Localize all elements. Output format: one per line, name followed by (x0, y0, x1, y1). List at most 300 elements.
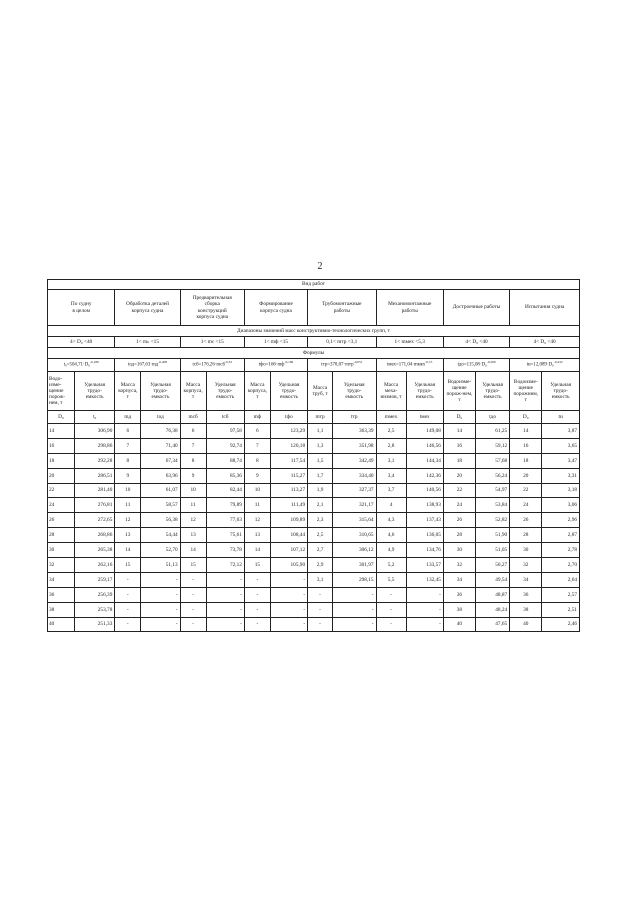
table-row (48, 453, 580, 468)
table-cell: 15 (244, 558, 270, 573)
table-cell: 20 (48, 468, 75, 483)
table-row (48, 483, 580, 498)
table-cell: 363,39 (332, 424, 376, 439)
table-cell: 14 (244, 543, 270, 558)
table-cell: 4,9 (376, 543, 406, 558)
table-cell: 1,9 (308, 483, 333, 498)
column-header: Удельная трудо- емкость (270, 372, 307, 411)
formula-base: t₀=504,71·D₀ (63, 362, 90, 368)
table-cell: 52,70 (141, 543, 180, 558)
table-cell: 136,05 (406, 528, 443, 543)
table-cell: 12 (180, 513, 206, 528)
table-cell: 38 (510, 602, 542, 617)
formula-base: tфо=166·mф (258, 362, 285, 368)
column-symbol: mсб (180, 411, 206, 424)
table-cell: 123,29 (270, 424, 307, 439)
table-cell: - (141, 602, 180, 617)
table-cell: - (332, 587, 376, 602)
table-cell: 32 (510, 558, 542, 573)
formulas-title-row (48, 348, 580, 359)
table-row (48, 468, 580, 483)
table-cell: 2,78 (542, 543, 580, 558)
table-row (48, 572, 580, 587)
table-cell: 6 (244, 424, 270, 439)
table-cell: 77,63 (206, 513, 244, 528)
table-cell: 342,49 (332, 453, 376, 468)
table-cell: 334,40 (332, 468, 376, 483)
ranges-title: Диапазоны значений масс конструктивно-технологических групп, т (48, 326, 580, 337)
table-cell: 61,25 (476, 424, 510, 439)
table-cell: 3,18 (542, 483, 580, 498)
table-cell: 149,08 (406, 424, 443, 439)
table-cell: 115,27 (270, 468, 307, 483)
table-cell: 51,90 (476, 528, 510, 543)
table-row (48, 558, 580, 573)
table-cell: 3,1 (376, 453, 406, 468)
table-cell: 11 (244, 498, 270, 513)
table-cell: 14 (443, 424, 475, 439)
table-cell: 16 (443, 438, 475, 453)
table-cell: 14 (510, 424, 542, 439)
table-cell: 13 (115, 528, 141, 543)
table-cell: 315,64 (332, 513, 376, 528)
table-cell: 58,57 (141, 498, 180, 513)
column-symbol: mд (115, 411, 141, 424)
table-cell: 18 (443, 453, 475, 468)
table-cell: 8 (180, 453, 206, 468)
table-cell: 9 (244, 468, 270, 483)
mass-range: 1< mф <15 (244, 337, 307, 348)
table-cell: 301,97 (332, 558, 376, 573)
table-cell: - (180, 572, 206, 587)
table-cell: 9 (180, 468, 206, 483)
table-cell: - (180, 587, 206, 602)
table-cell: 79,89 (206, 498, 244, 513)
table-cell: 71,40 (141, 438, 180, 453)
table-cell: 6 (115, 424, 141, 439)
table-cell: 4 (376, 498, 406, 513)
column-symbol: mф (244, 411, 270, 424)
table-cell: 56,38 (141, 513, 180, 528)
table-cell: 286,51 (74, 468, 114, 483)
operations-row (48, 290, 580, 326)
formula (376, 359, 443, 372)
table-cell: 32 (443, 558, 475, 573)
table-cell: - (376, 602, 406, 617)
table-cell: - (376, 587, 406, 602)
table-cell: - (270, 587, 307, 602)
table-cell: 1,7 (308, 468, 333, 483)
table-cell: 26 (48, 513, 75, 528)
column-header: Водо- изме- щение порож- нем, т (48, 372, 75, 411)
operation-header: Формирование корпуса судна (244, 290, 307, 326)
table-cell: 306,12 (332, 543, 376, 558)
table-cell: 54,97 (476, 483, 510, 498)
formula (510, 359, 580, 372)
table-cell: 24 (443, 498, 475, 513)
table-cell: - (244, 572, 270, 587)
table-cell: - (406, 617, 443, 632)
table-cell: 20 (510, 468, 542, 483)
mass-range: 1< mₕ <15 (115, 337, 180, 348)
table-cell: - (141, 572, 180, 587)
formula-exponent: -0,269 (486, 359, 496, 364)
table-cell: 2,70 (542, 558, 580, 573)
table-cell: 47,65 (476, 617, 510, 632)
table-cell: 51,05 (476, 543, 510, 558)
table-cell: 40 (510, 617, 542, 632)
table-cell: 3,87 (542, 424, 580, 439)
table-cell: 56,24 (476, 468, 510, 483)
table-cell: 28 (48, 528, 75, 543)
table-cell: - (332, 602, 376, 617)
table-cell: 61,07 (141, 483, 180, 498)
table-cell: 75,61 (206, 528, 244, 543)
table-cell: 2,46 (542, 617, 580, 632)
table-cell: 20 (443, 468, 475, 483)
column-header: Удельная трудо- емкость (141, 372, 180, 411)
column-header: Удельная трудо- емкость (74, 372, 114, 411)
symbol-row (48, 411, 580, 424)
table-cell: 28 (510, 528, 542, 543)
mass-range: 0,1< mтр <3,1 (308, 337, 376, 348)
formula-base: tод=167,63·mд (127, 362, 159, 368)
column-symbol: D₀ (443, 411, 475, 424)
formula-base: tмех=171,04·mмех (387, 362, 426, 368)
table-cell: 10 (180, 483, 206, 498)
table-cell: - (206, 617, 244, 632)
table-row (48, 543, 580, 558)
table-cell: 4,6 (376, 528, 406, 543)
table-cell: 22 (510, 483, 542, 498)
table-cell: 12 (244, 513, 270, 528)
column-header: Масса корпуса, т (244, 372, 270, 411)
table-cell: 52,82 (476, 513, 510, 528)
table-cell: 1,3 (308, 438, 333, 453)
formula-base: tдо=115,08·D₀ (457, 362, 487, 368)
table-cell: 22 (443, 483, 475, 498)
column-symbol: tод (141, 411, 180, 424)
table-cell: 7 (180, 438, 206, 453)
table-cell: 133,57 (406, 558, 443, 573)
table-cell: 50,27 (476, 558, 510, 573)
formula (180, 359, 244, 372)
table-row (48, 602, 580, 617)
table-cell: - (270, 572, 307, 587)
mass-range: 1< mмех <5,3 (376, 337, 443, 348)
table-cell: 2,87 (542, 528, 580, 543)
formula-exponent: -0,166 (284, 359, 294, 364)
table-cell: 2,8 (376, 438, 406, 453)
table-cell: 26 (443, 513, 475, 528)
caption-row (48, 280, 580, 290)
column-header: Удельная трудо- емкость (542, 372, 580, 411)
column-symbol: tфо (270, 411, 307, 424)
formula (443, 359, 509, 372)
table-cell: 51,13 (141, 558, 180, 573)
table-cell: 3,7 (376, 483, 406, 498)
mass-range: 1< mс <15 (180, 337, 244, 348)
column-header: Удельная трудо- емкость (406, 372, 443, 411)
table-cell: 107,12 (270, 543, 307, 558)
column-header: Водоизме- щение порожним, т (510, 372, 542, 411)
formulas-row (48, 359, 580, 372)
table-cell: 265,38 (74, 543, 114, 558)
table-cell: - (244, 587, 270, 602)
table-cell: 32 (48, 558, 75, 573)
table-cell: 137,43 (406, 513, 443, 528)
formula-base: tтр=370,07·mтр (321, 362, 354, 368)
mass-range: 4< D₀ <40 (510, 337, 580, 348)
table-caption: Вид работ (48, 280, 580, 290)
formula-exponent: -0,33 (224, 359, 233, 364)
table-cell: 132,45 (406, 572, 443, 587)
table-cell: 12 (115, 513, 141, 528)
table-cell: 24 (510, 498, 542, 513)
table-cell: 36 (510, 587, 542, 602)
table-cell: 146,56 (406, 438, 443, 453)
table-cell: 28 (443, 528, 475, 543)
table-cell: 105,90 (270, 558, 307, 573)
mass-range: 4< D₀ <40 (443, 337, 509, 348)
table-cell: - (406, 587, 443, 602)
table-cell: 2,64 (542, 572, 580, 587)
table-row (48, 498, 580, 513)
table-cell: 85,36 (206, 468, 244, 483)
table-cell: 54,44 (141, 528, 180, 543)
table-cell: 34 (443, 572, 475, 587)
column-symbol: D₀ (48, 411, 75, 424)
column-header: Масса корпуса, т (115, 372, 141, 411)
formulas-title: Формулы (48, 348, 580, 359)
table-cell: 15 (180, 558, 206, 573)
operation-header: По судну в целом (48, 290, 115, 326)
table-cell: 298,15 (332, 572, 376, 587)
table-cell: 142,36 (406, 468, 443, 483)
table-row (48, 587, 580, 602)
table-cell: 16 (48, 438, 75, 453)
table-cell: 11 (180, 498, 206, 513)
table-cell: - (115, 602, 141, 617)
column-symbol: mмех (376, 411, 406, 424)
table-cell: - (376, 617, 406, 632)
table-cell: 251,33 (74, 617, 114, 632)
column-symbol: tмех (406, 411, 443, 424)
table-cell: 34 (510, 572, 542, 587)
table-cell: 306,90 (74, 424, 114, 439)
table-cell: 134,76 (406, 543, 443, 558)
operation-header: Предварительная сборка конструкций корпуса судна (180, 290, 244, 326)
table-cell: - (115, 572, 141, 587)
table-cell: 3,06 (542, 498, 580, 513)
table-cell: - (206, 602, 244, 617)
table-cell: - (206, 587, 244, 602)
table-cell: 2,9 (308, 558, 333, 573)
column-symbol: t₀ (74, 411, 114, 424)
table-cell: 40 (48, 617, 75, 632)
table-cell: - (115, 617, 141, 632)
table-cell: 3,65 (542, 438, 580, 453)
table-cell: 14 (115, 543, 141, 558)
table-cell: 310,65 (332, 528, 376, 543)
table-cell: 57,68 (476, 453, 510, 468)
table-cell: 3,4 (376, 468, 406, 483)
specific-labor-intensity-table (47, 279, 580, 632)
table-cell: 22 (48, 483, 75, 498)
table-cell: 76,38 (141, 424, 180, 439)
column-symbol: tи (542, 411, 580, 424)
formula-exponent: -0,15 (425, 359, 433, 364)
ranges-row (48, 337, 580, 348)
table-cell: 2,5 (376, 424, 406, 439)
table-cell: 109,89 (270, 513, 307, 528)
table-cell: 7 (115, 438, 141, 453)
formula (115, 359, 180, 372)
table-cell: 10 (115, 483, 141, 498)
table-cell: 327,37 (332, 483, 376, 498)
page-number: 2 (317, 261, 323, 272)
table-cell: 1,5 (308, 453, 333, 468)
table-cell: 108,44 (270, 528, 307, 543)
table-cell: 144,34 (406, 453, 443, 468)
formula (308, 359, 376, 372)
ranges-title-row (48, 326, 580, 337)
table-row (48, 438, 580, 453)
table-cell: 268,86 (74, 528, 114, 543)
column-header-row (48, 372, 580, 411)
column-symbol: tтр (332, 411, 376, 424)
table-cell: 5,5 (376, 572, 406, 587)
operation-header: Испытания судна (510, 290, 580, 326)
table-cell: 3,31 (542, 468, 580, 483)
column-header: Масса труб, т (308, 372, 333, 411)
column-header: Удельная трудо- емкость (476, 372, 510, 411)
table-cell: 2,5 (308, 528, 333, 543)
table-cell: 18 (510, 453, 542, 468)
formula-base: tи=12,089·D₀ (526, 362, 554, 368)
table-cell: 272,65 (74, 513, 114, 528)
table-cell: 15 (115, 558, 141, 573)
table-cell: 117,54 (270, 453, 307, 468)
table-cell: 8 (115, 453, 141, 468)
column-symbol: D₀ (510, 411, 542, 424)
table-cell: 38 (48, 602, 75, 617)
table-cell: 292,28 (74, 453, 114, 468)
table-cell: 97,58 (206, 424, 244, 439)
column-header: Масса корпуса, т (180, 372, 206, 411)
table-cell: 18 (48, 453, 75, 468)
table-cell: - (406, 602, 443, 617)
table-cell: 1,1 (308, 424, 333, 439)
table-cell: 2,7 (308, 543, 333, 558)
table-cell: 10 (244, 483, 270, 498)
table-cell: 276,81 (74, 498, 114, 513)
table-cell: 4,3 (376, 513, 406, 528)
table-cell: 14 (180, 543, 206, 558)
table-cell: - (180, 617, 206, 632)
table-cell: 8 (244, 453, 270, 468)
table-cell: 72,12 (206, 558, 244, 573)
table-cell: 24 (48, 498, 75, 513)
table-cell: 2,57 (542, 587, 580, 602)
formula-base: tсб=176,26·mсб (192, 362, 225, 368)
formula-exponent: -0,408 (158, 359, 168, 364)
column-header: Удельная трудо- емкость (206, 372, 244, 411)
table-cell: 88,74 (206, 453, 244, 468)
table-cell: 48,87 (476, 587, 510, 602)
table-cell: 321,17 (332, 498, 376, 513)
table-cell: 2,51 (542, 602, 580, 617)
table-cell: 49,54 (476, 572, 510, 587)
table-cell: 253,78 (74, 602, 114, 617)
table-cell: 6 (180, 424, 206, 439)
table-cell: - (180, 602, 206, 617)
table-cell: 14 (48, 424, 75, 439)
table-cell: 262,16 (74, 558, 114, 573)
table-cell: 351,98 (332, 438, 376, 453)
table-cell: 73,78 (206, 543, 244, 558)
table-cell: - (141, 587, 180, 602)
table-cell: 16 (510, 438, 542, 453)
table-cell: 2,3 (308, 513, 333, 528)
table-cell: 5,2 (376, 558, 406, 573)
table-cell: - (332, 617, 376, 632)
table-cell: 11 (115, 498, 141, 513)
formula (48, 359, 115, 372)
table-cell: 13 (180, 528, 206, 543)
table-cell: 2,1 (308, 498, 333, 513)
operation-header: Обработка деталей корпуса судна (115, 290, 180, 326)
table-cell: 36 (48, 587, 75, 602)
column-header: Масса меха- низмов, т (376, 372, 406, 411)
formula-exponent: -0,051 (353, 359, 363, 364)
table-cell: 53,84 (476, 498, 510, 513)
table-cell: 40 (443, 617, 475, 632)
table-cell: 2,96 (542, 513, 580, 528)
column-header: Удельная трудо- емкость (332, 372, 376, 411)
table-cell: - (206, 572, 244, 587)
table-cell: 63,96 (141, 468, 180, 483)
table-cell: 30 (443, 543, 475, 558)
table-cell: 111,49 (270, 498, 307, 513)
table-cell: - (244, 617, 270, 632)
table-cell: 298,86 (74, 438, 114, 453)
table-cell: 3,47 (542, 453, 580, 468)
table-cell: 59,12 (476, 438, 510, 453)
table-cell: 120,18 (270, 438, 307, 453)
table-row (48, 528, 580, 543)
table-cell: - (141, 617, 180, 632)
table-cell: - (244, 602, 270, 617)
table-cell: 48,24 (476, 602, 510, 617)
table-cell: - (115, 587, 141, 602)
table-cell: - (270, 602, 307, 617)
table-cell: 26 (510, 513, 542, 528)
table-cell: - (308, 587, 333, 602)
table-row (48, 617, 580, 632)
table-cell: - (270, 617, 307, 632)
table-cell: 9 (115, 468, 141, 483)
table-cell: 3,1 (308, 572, 333, 587)
table-cell: 30 (48, 543, 75, 558)
formula (244, 359, 307, 372)
operation-header: Трубомонтажные работы (308, 290, 376, 326)
table-cell: 92,74 (206, 438, 244, 453)
table-cell: 140,56 (406, 483, 443, 498)
table-cell: - (308, 617, 333, 632)
table-cell: 36 (443, 587, 475, 602)
table-cell: 281,40 (74, 483, 114, 498)
